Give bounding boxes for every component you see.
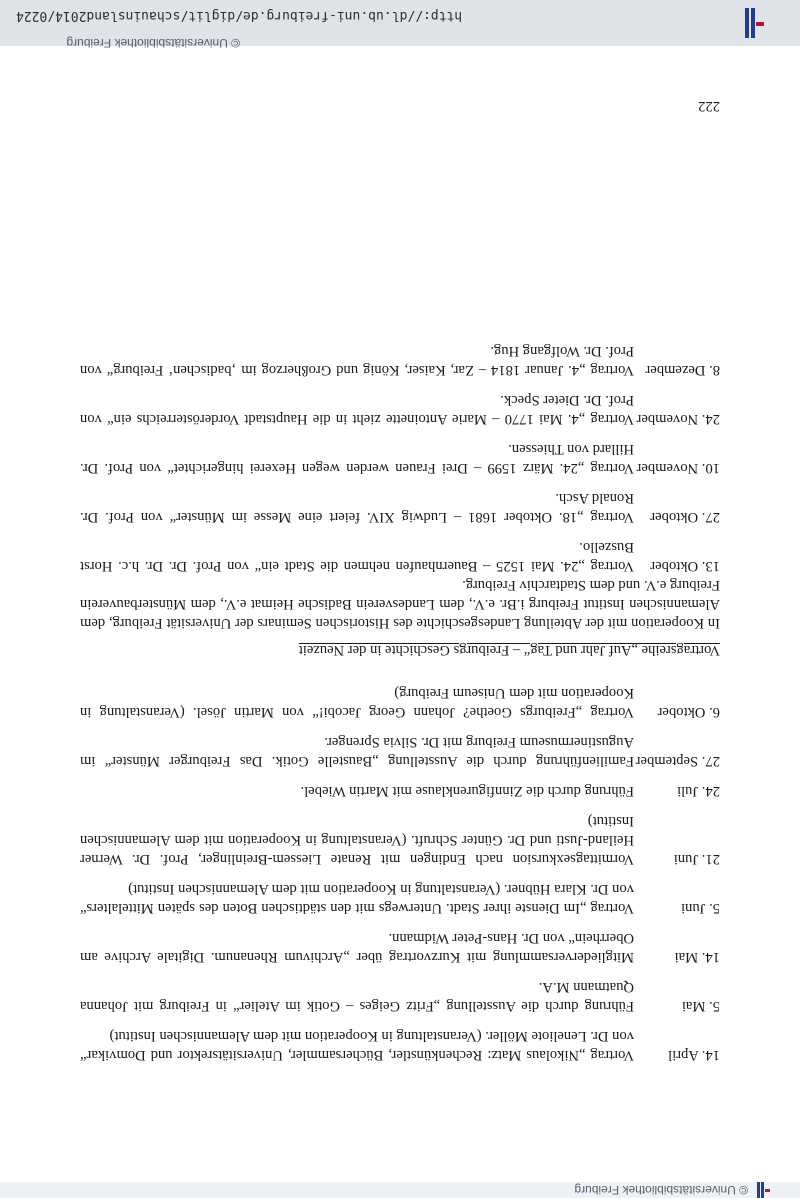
event-description: Mitgliederversammlung mit Kurzvortrag über „Archivum Rhenanum. Digitale Archive am Oberrhein“ von Dr. Hans-Peter Widmann. (80, 930, 634, 965)
series-intro: In Kooperation mit der Abteilung Landesgeschichte des Historischen Seminars der Universität Freiburg, dem Alemannischen Institut Freiburg i.Br. e.V., dem Landesverein Badische Heimat e.V., dem Münsterbauverein Freiburg e.V. und dem Stadtarchiv Freiburg. (80, 577, 720, 631)
series-heading: Vortragsreihe „Auf Jahr und Tag“ – Freiburgs Geschichte in der Neuzeit (298, 642, 720, 658)
event-description: Vortrag „24. März 1599 – Drei Frauen werden wegen Hexerei hingerichtet“ von Prof. Dr. Hillard von Thiessen. (80, 441, 634, 476)
event-date: 8. Dezember (645, 362, 720, 378)
event-entry (80, 811, 720, 868)
event-date: 6. Oktober (657, 704, 720, 720)
event-date: 10. November (636, 460, 720, 476)
event-description: Familienführung durch die Ausstellung „Baustelle Gotik. Das Freiburger Münster“ im Augustinermuseum Freiburg mit Dr. Silvia Sprenger. (80, 734, 634, 769)
event-date: 14. Mai (674, 949, 720, 965)
event-list (80, 683, 720, 1064)
event-description: Vortrag „Freiburgs Goethe? Johann Georg Jacobi!“ von Martin Jösel. (Veranstaltung in Kooperation mit dem Uniseum Freiburg) (80, 685, 634, 720)
event-description: Vormittagsexkursion nach Endingen mit Renate Liessem-Breinlinger, Prof. Dr. Werner Heiland-Justi und Dr. Günter Schruft. (Veranstaltung in Kooperation mit dem Alemannischen Institut) (80, 813, 634, 867)
page-content (80, 341, 720, 1064)
event-description: Führung durch die Zinnfigurenklause mit Martin Wiebel. (300, 783, 634, 799)
event-entry (80, 1026, 720, 1064)
event-entry (80, 732, 720, 770)
ub-logo-icon (740, 8, 764, 38)
event-entry (80, 781, 720, 800)
event-description: Vortrag „Im Dienste ihrer Stadt. Unterwegs mit den städtischen Boten des späten Mittelalters“ von Dr. Klara Hübner. (Veranstaltung in Kooperation mit dem Alemannischen Institut) (80, 881, 634, 916)
event-entry (80, 928, 720, 966)
event-entry (80, 977, 720, 1015)
event-entry (80, 879, 720, 917)
event-date: 24. Juli (677, 783, 720, 799)
attribution-bottom: © Universitätsbibliothek Freiburg (66, 36, 240, 50)
event-entry (80, 439, 720, 477)
source-url-link[interactable]: http://dl.ub.uni-freiburg.de/diglit/schauinsland2014/0224 (16, 8, 463, 23)
event-description: Vortrag „Nikolaus Matz: Rechenkünstler, Büchersammler, Universitätsrektor und Domvikar“ von Dr. Leneliote Möller. (Veranstaltung in Kooperation mit dem Alemannischen Institut) (80, 1028, 634, 1063)
event-date: 5. Juni (681, 900, 720, 916)
event-date: 5. Mai (681, 998, 720, 1014)
event-date: 14. April (668, 1047, 720, 1063)
header-band (0, 1182, 800, 1198)
event-entry (80, 341, 720, 379)
ub-logo-icon (754, 1182, 770, 1198)
event-description: Vortrag „18. Oktober 1681 – Ludwig XIV. feiert eine Messe im Münster“ von Prof. Dr. Ronald Asch. (80, 490, 634, 525)
event-description: Führung durch die Ausstellung „Fritz Geiges – Gotik im Atelier“ in Freiburg mit Johanna Quatmann M.A. (80, 979, 634, 1014)
event-description: Vortrag „4. Mai 1770 – Marie Antoinette zieht in die Hauptstadt Vorderösterreichs ein“ von Prof. Dr. Dieter Speck. (80, 392, 634, 427)
event-date: 24. November (636, 411, 720, 427)
page-number: 222 (698, 98, 720, 114)
series-event-list (80, 341, 720, 575)
event-date: 13. Oktober (650, 558, 720, 574)
event-date: 27. Oktober (650, 509, 720, 525)
event-description: Vortrag „24. Mai 1525 – Bauernhaufen nehmen die Stadt ein“ von Prof. Dr. Dr. h.c. Horst Buszello. (80, 539, 634, 574)
event-entry (80, 488, 720, 526)
event-entry (80, 537, 720, 575)
event-description: Vortrag „4. Januar 1814 – Zar, Kaiser, König und Großherzog im ‚badischen‘ Freiburg“ von Prof. Dr. Wolfgang Hug. (80, 343, 634, 378)
event-date: 27. September (635, 753, 720, 769)
event-entry (80, 390, 720, 428)
footer-bar (0, 0, 800, 50)
event-entry (80, 683, 720, 721)
attribution-top: © Universitätsbibliothek Freiburg (574, 1183, 748, 1197)
event-date: 21. Juni (673, 851, 720, 867)
